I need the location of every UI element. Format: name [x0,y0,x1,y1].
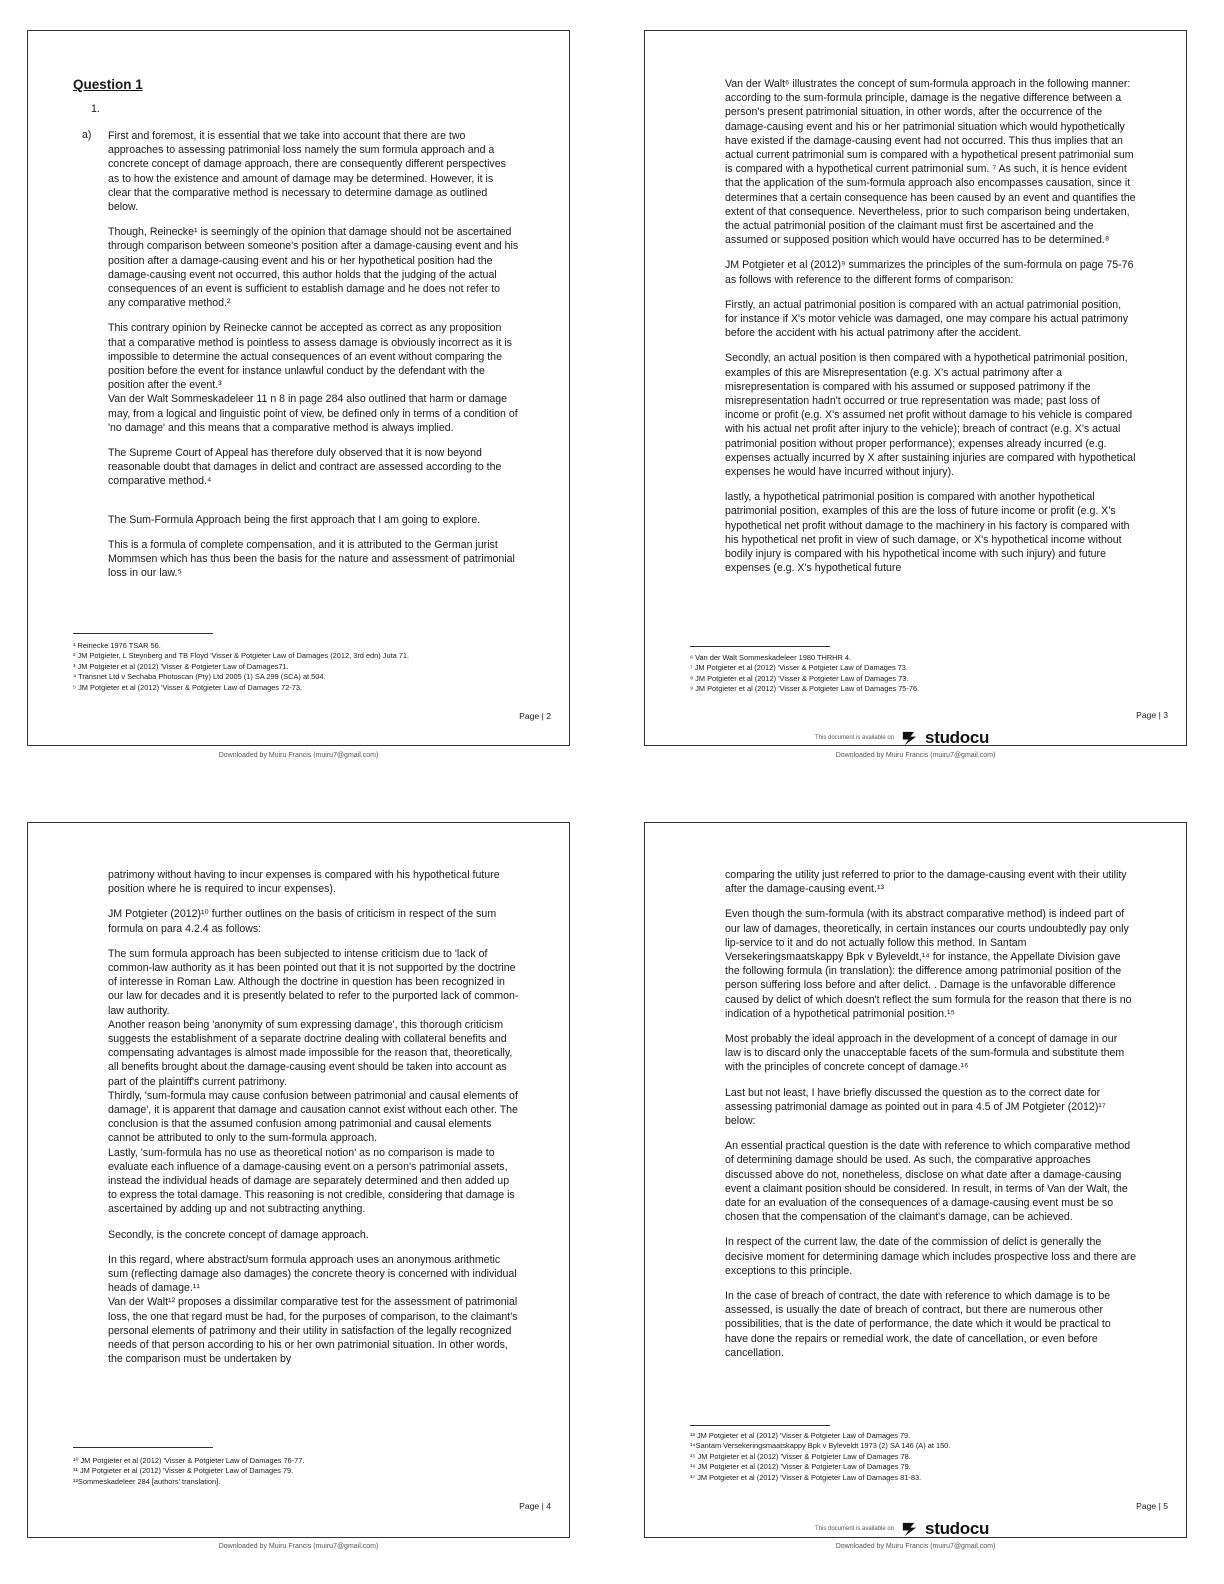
footnote: ¹³ JM Potgieter et al (2012) 'Visser & Potgieter Law of Damages 79. [690,1431,911,1440]
paragraph: In this regard, where abstract/sum formula approach uses an anonymous arithmetic sum (reflecting damage also damages) the concrete theory is concerned with individual heads of damage.¹¹ [108,1253,517,1295]
available-on-text: This document is available on [815,1526,895,1532]
paragraph: This contrary opinion by Reinecke cannot be accepted as correct as any proposition that a comparative method is pointless to assess damage is obviously incorrect as it is impossible to determine the actual consequences of an event without comparing the position before the event for instance unlawful conduct by the defendant with the position after the event.³ [108,322,512,392]
footnote: ¹⁵ JM Potgieter et al (2012) 'Visser & Potgieter Law of Damages 78. [690,1451,911,1461]
paragraph: The Sum-Formula Approach being the first approach that I am going to explore. [108,513,481,526]
paragraph: Another reason being 'anonymity of sum expressing damage', this thorough criticism suggests the establishment of a separate doctrine dealing with collateral benefits and compensating advantages is almost made impossible for the reason that, theoretically, all benefits brought about the damage-causing event should be taken into account as part of the plaintiff's current patrimony. [108,1018,513,1088]
footnote: ⁵ JM Potgieter et al (2012) 'Visser & Potgieter Law of Damages 72-73. [73,682,303,692]
page-number: Page | 4 [519,1501,551,1511]
document-page-2 [27,30,570,746]
footnote-rule [73,633,213,634]
footnote: ⁴ Transnet Ltd v Sechaba Photoscan (Pty) Ltd 2005 (1) SA 299 (SCA) at 504. [73,672,326,682]
paragraph: JM Potgieter et al (2012)⁹ summarizes the principles of the sum-formula on page 75-76 as follows with reference to the different forms of comparison: [725,259,1134,286]
paragraph: comparing the utility just referred to prior to the damage-causing event with their utility after the damage-causing event.¹³ [725,869,1127,896]
footnotes [690,1431,1156,1483]
footnote: ⁷ JM Potgieter et al (2012) 'Visser & Potgieter Law of Damages 73. [690,663,908,673]
studocu-logo-icon [900,1520,919,1539]
document-page-4 [27,822,570,1538]
paragraph: In respect of the current law, the date of the commission of delict is generally the decisive moment for determining damage which includes prospective loss and there are exceptions to this principle. [725,1236,1137,1277]
available-on-text: This document is available on [815,735,895,741]
footnote: ⁸ JM Potgieter et al (2012) 'Visser & Potgieter Law of Damages 73. [690,673,909,683]
paragraph: Secondly, an actual position is then compared with a hypothetical patrimonial position, examples of this are Misrepresentation (e.g. X's actual patrimony after a misrepresentation is compared with his assumed or supposed patrimony if the misrepresentation hadn't occurred or true representation was made; past loss of income or profit (e.g. X's assumed net profit without damage to his vehicle is compared with his actual net profit after injury to the vehicle); breach of contract (e.g. X's actual patrimonial position without proper performance); expenses already incurred (e.g. expenses actually incurred by X after sustaining injuries are compared with hypothetical expenses he would have incurred without injury). [725,352,1136,479]
paragraph: Thirdly, 'sum-formula may cause confusion between patrimonial and causal elements of damage', it is apparent that damage and causation cannot exist without each other. The conclusion is that the assumed confusion among patrimonial and causal elements cannot be attributed to only to the sum-formula approach. [108,1089,518,1145]
paragraph: lastly, a hypothetical patrimonial position is compared with another hypothetical patrimonial position, examples of this are the loss of future income or profit (e.g. X's hypothetical net profit without damage to the machinery in his factory is compared with his hypothetical net profit in view of such damage, or X's hypothetical income without bodily injury is compared with his hypothetical income with such injury) and future expenses (e.g. X's hypothetical future [725,491,1130,575]
download-notice: Downloaded by Muiru Francis (muiru7@gmail.com) [835,1543,996,1550]
download-notice: Downloaded by Muiru Francis (muiru7@gmail.com) [218,752,379,759]
paragraph: JM Potgieter (2012)¹⁰ further outlines on the basis of criticism in respect of the sum formula on para 4.2.4 as follows: [108,908,497,935]
studocu-brand: studocu [925,1519,990,1538]
paragraph: The sum formula approach has been subjected to intense criticism due to 'lack of common-law authority as it has been pointed out that it is not supported by the doctrine of interesse in Roman Law. Although the doctrine in question has been recognized in our law for decades and it is presently belated to refer to the purported lack of common-law authority. [108,947,519,1017]
paragraph: This is a formula of complete compensation, and it is attributed to the German jurist Mommsen which has thus been the basis for the nature and assessment of patrimonial loss in our law.⁵ [108,538,515,580]
footnote: ¹¹ JM Potgieter et al (2012) 'Visser & Potgieter Law of Damages 79. [73,1466,294,1476]
paragraph: Most probably the ideal approach in the development of a concept of damage in our law is to discard only the unacceptable facets of the sum-formula and substitute them with the principles of concrete concept of damage.¹⁶ [725,1033,1125,1074]
footnote: ¹⁷ JM Potgieter et al (2012) 'Visser & Potgieter Law of Damages 81-83. [690,1472,922,1482]
paragraph: Firstly, an actual patrimonial position is compared with an actual patrimonial position, for instance if X's motor vehicle was damaged, one may compare his actual patrimony before the accident with his actual patrimony after the accident. [725,298,1129,340]
paragraph: First and foremost, it is essential that we take into account that there are two approaches to assessing patrimonial loss namely the sum formula approach and a concrete concept of damage approach, there are consequently different perspectives as to how the existence and amount of damage may be determined. However, it is clear that the comparative method is necessary to determine damage as outlined below. [108,130,506,214]
footnote: ⁶ Van der Walt Sommeskadeleer 1980 THRHR 4. [690,653,852,662]
footnote: ³ JM Potgieter et al (2012) 'Visser & Potgieter Law of Damages71. [73,661,289,671]
footnote: ¹ Reinecke 1976 TSAR 56. [73,641,161,650]
paragraph: Even though the sum-formula (with its abstract comparative method) is indeed part of our law of damages, theoretically, in certain instances our courts undoubtedly pay only lip-service to it and do not actually follow this method. In Santam Versekeringsmaatskappy Bpk v Byleveldt,¹⁴ for instance, the Appellate Division gave the following formula (in translation): the difference among patrimonial position of the person suffering loss before and after delict. . Damage is the unfavorable difference caused by delict of which doesn't reflect the sum formula for the reason that there is no indication of a hypothetical patrimonial position.¹⁵ [725,908,1132,1020]
footnote: ¹²Sommeskadeleer 284 [authors' translation]. [73,1476,221,1486]
footnote-rule [690,646,830,647]
paragraph: Van der Walt⁶ illustrates the concept of sum-formula approach in the following manner: according to the sum-formula principle, damage is the negative difference between a person's present patrimonial situation, in other words, after the occurrence of the damage-causing event and his or her patrimonial situation which would hypothetically have existed if the damage-causing event had not occurred. This thus implies that an actual current patrimonial sum is compared with a hypothetical present patrimonial sum is compared with a hypothetical current patrimonial sum. ⁷ As such, it is hence evident that the application of the sum-formula approach also encompasses causation, since it determines that a certain consequence has been caused by an event and quantifies the extent of that consequence. Nevertheless, prior to such comparison being undertaken, the actual patrimonial position of the claimant must first be ascertained and the assumed or supposed position which would have occurred has to be determined.⁸ [725,78,1136,247]
footnote-rule [690,1425,830,1426]
page-body [725,77,1136,587]
page-number: Page | 3 [1136,710,1168,720]
paragraph: Van der Walt¹² proposes a dissimilar comparative test for the assessment of patrimonial loss, the one that regard must be had, for the purposes of comparison, to the claimant's personal elements of patrimony and their utility in satisfaction of the legally recognized needs of that person according to his or her own patrimonial situation. In other words, the comparison must be undertaken by [108,1296,518,1366]
page-body [108,129,519,591]
paragraph: An essential practical question is the date with reference to which comparative method of determining damage should be used. As such, the comparative approaches discussed above do not, nonetheless, disclose on what date after a damage-causing event a claimant position should be considered. In result, in terms of Van der Walt, the date for an evaluation of the consequences of a damage-causing event must be so chosen that the compensation of the claimant's damage, can be achieved. [725,1140,1131,1224]
paragraph: Last but not least, I have briefly discussed the question as to the correct date for assessing patrimonial damage as pointed out in para 4.5 of JM Potgieter (2012)¹⁷ below: [725,1086,1106,1128]
download-notice: Downloaded by Muiru Francis (muiru7@gmail.com) [218,1543,379,1550]
page-number: Page | 2 [519,711,551,721]
footnotes [73,641,539,693]
footnote-rule [73,1447,213,1448]
question-number: 1. [91,103,100,115]
footnote: ¹⁰ JM Potgieter et al (2012) 'Visser & Potgieter Law of Damages 76-77. [73,1456,305,1465]
question-heading: Question 1 [73,77,143,92]
footnote: ² JM Potgieter, L Steynberg and TB Floyd 'Visser & Potgieter Law of Damages (2012, 3rd edn) Juta 71. [73,651,410,661]
paragraph: Secondly, is the concrete concept of damage approach. [108,1228,369,1241]
download-notice: Downloaded by Muiru Francis (muiru7@gmail.com) [835,752,996,759]
studocu-logo-icon [900,729,919,748]
item-marker: a) [82,129,92,141]
paragraph: Though, Reinecke¹ is seemingly of the opinion that damage should not be ascertained through comparison between someone's position after a damage-causing event and his position after a damage-causing event and his or her hypothetical position had the damage-causing event not occurred, this author holds that the judging of the actual consequences of an event is sufficient to establish damage and he does not refer to any comparative method.² [108,226,519,310]
paragraph: Lastly, 'sum-formula has no use as theoretical notion' as no comparison is made to evaluate each influence of a damage-causing event on a person's patrimonial assets, instead the individual heads of damage are separately determined and then added up to express the total damage. This reasoning is not credible, considering that damage is ascertained by adding up and not subtracting anything. [108,1146,515,1216]
studocu-banner[interactable] [815,728,989,748]
studocu-banner[interactable] [815,1519,989,1539]
footnote: ¹⁴Santam Versekeringsmaatskappy Bpk v Byleveldt 1973 (2) SA 146 (A) at 150. [690,1441,951,1451]
document-page-5 [644,822,1187,1538]
footnote: ⁹ JM Potgieter et al (2012) 'Visser & Potgieter Law of Damages 75-76. [690,684,920,694]
paragraph: patrimony without having to incur expenses is compared with his hypothetical future position where he is required to incur expenses). [108,869,500,896]
paragraph: Van der Walt Sommeskadeleer 11 n 8 in page 284 also outlined that harm or damage may, from a logical and linguistic point of view, be defined only in terms of a condition of 'no damage' and this means that a comparative method is always implied. [108,393,518,434]
footnotes [690,653,1156,695]
page-number: Page | 5 [1136,1501,1168,1511]
page-body [108,868,519,1378]
footnote: ¹⁶ JM Potgieter et al (2012) 'Visser & Potgieter Law of Damages 79. [690,1462,911,1472]
document-page-3 [644,30,1187,746]
paragraph: In the case of breach of contract, the date with reference to which damage is to be assessed, is usually the date of breach of contract, but there are numerous other possibilities, that is the date of performance, the date which it would be practical to have done the repairs or remedial work, the date of cancellation, or even before cancellation. [725,1290,1111,1359]
paragraph: The Supreme Court of Appeal has therefore duly observed that it is now beyond reasonable doubt that damages in delict and contract are assessed according to the comparative method.⁴ [108,447,502,488]
studocu-brand: studocu [925,728,990,747]
footnotes [73,1456,539,1487]
page-body [725,868,1136,1371]
